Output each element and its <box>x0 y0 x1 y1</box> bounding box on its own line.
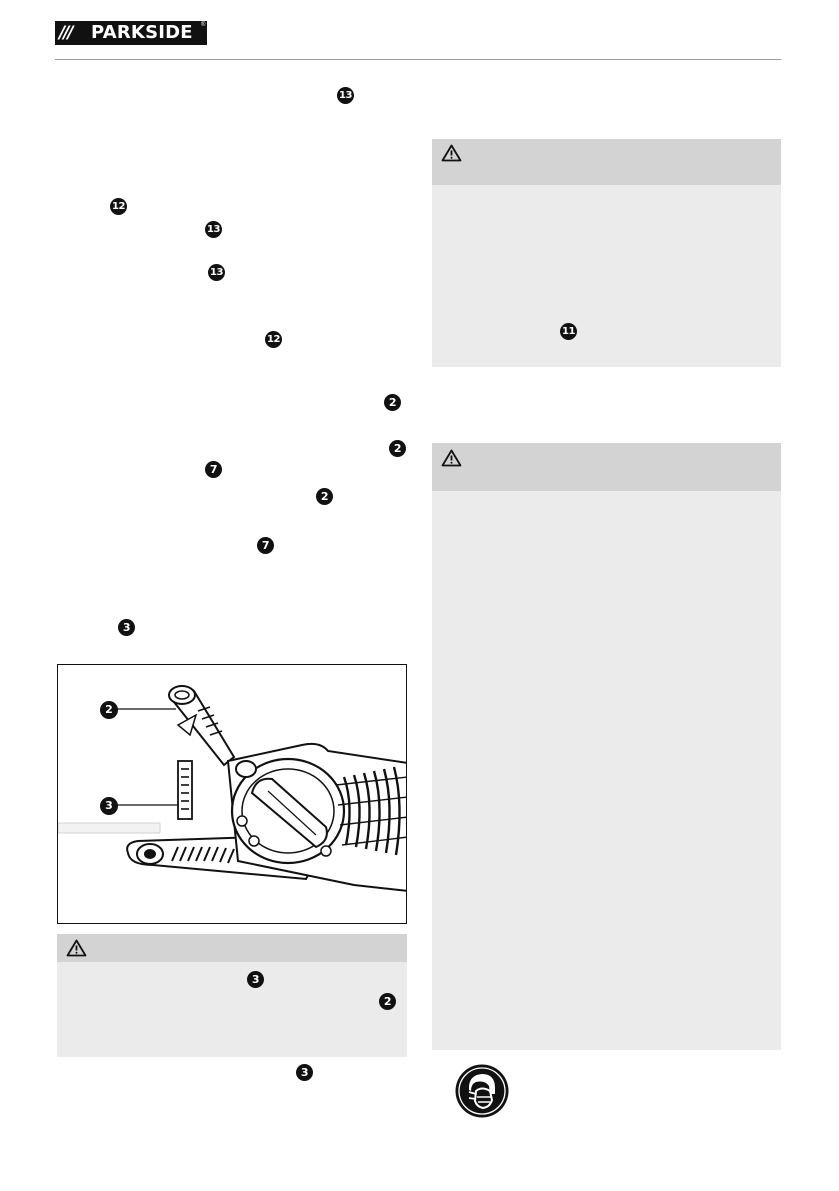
warning-triangle-icon <box>441 449 462 467</box>
figure-callout: 3 <box>100 797 118 815</box>
warning-box <box>432 443 781 1050</box>
warning-box <box>57 934 407 1057</box>
belt-sander-figure <box>57 664 407 924</box>
warning-triangle-icon <box>441 144 462 162</box>
callout-marker: 11 <box>560 323 577 340</box>
callout-marker: 2 <box>384 394 401 411</box>
callout-marker: 2 <box>389 440 406 457</box>
callout-marker: 2 <box>316 488 333 505</box>
dust-mask-icon <box>455 1064 509 1118</box>
header-divider <box>55 59 781 60</box>
warning-header <box>57 934 407 962</box>
warning-triangle-icon <box>66 939 87 957</box>
callout-marker: 2 <box>379 993 396 1010</box>
callout-marker: 3 <box>118 619 135 636</box>
parkside-logo <box>55 21 207 45</box>
callout-marker: 3 <box>247 971 264 988</box>
warning-header <box>432 139 781 185</box>
logo-registered-mark: ® <box>201 22 206 28</box>
callout-marker: 13 <box>208 264 225 281</box>
callout-marker: 13 <box>205 221 222 238</box>
warning-header <box>432 443 781 491</box>
logo-text: PARKSIDE <box>91 22 193 43</box>
figure-callout: 2 <box>100 701 118 719</box>
callout-marker: 7 <box>257 537 274 554</box>
logo-slashes: /// <box>59 23 72 43</box>
callout-marker: 13 <box>337 87 354 104</box>
callout-marker: 12 <box>265 331 282 348</box>
warning-box <box>432 139 781 367</box>
callout-marker: 3 <box>296 1064 313 1081</box>
callout-marker: 12 <box>110 198 127 215</box>
callout-marker: 7 <box>205 461 222 478</box>
